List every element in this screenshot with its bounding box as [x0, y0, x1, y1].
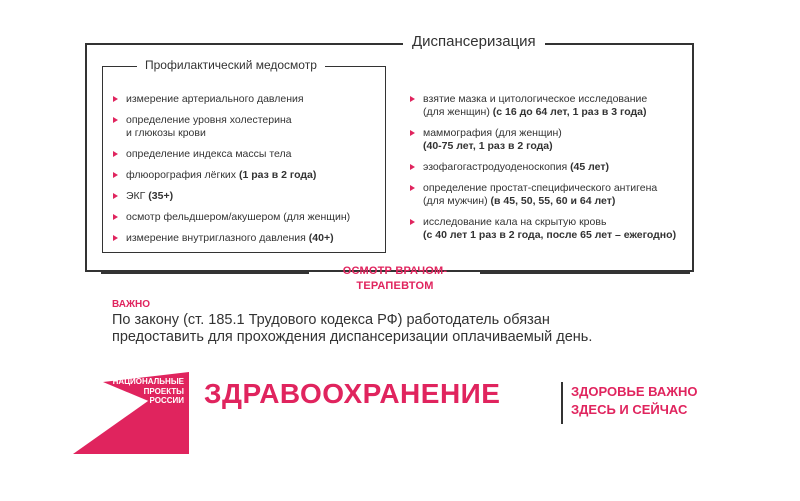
- checkup-item: определение уровня холестерина и глюкозы крови: [113, 114, 383, 140]
- checkup-item: определение индекса массы тела: [113, 148, 383, 161]
- checkup-title: Профилактический медосмотр: [137, 58, 325, 73]
- checkup-item: флюорография лёгких (1 раз в 2 года): [113, 169, 383, 182]
- slogan-divider: [561, 382, 563, 424]
- dispensary-list: [410, 93, 695, 242]
- logo-text: НАЦИОНАЛЬНЫЕ ПРОЕКТЫ РОССИИ: [112, 377, 184, 405]
- important-label: ВАЖНО: [112, 299, 150, 310]
- slogan: ЗДОРОВЬЕ ВАЖНО ЗДЕСЬ И СЕЙЧАС: [571, 384, 698, 417]
- dispensary-item: эзофагогастродуоденоскопия (45 лет): [410, 161, 695, 174]
- dispensary-item: определение простат-специфического антигена (для мужчин) (в 45, 50, 55, 60 и 64 лет): [410, 182, 695, 208]
- checkup-item: измерение артериального давления: [113, 93, 383, 106]
- dispensary-item: исследование кала на скрытую кровь (с 40 лет 1 раз в 2 года, после 65 лет – ежегодно): [410, 216, 695, 242]
- dispensary-title: Диспансеризация: [403, 33, 545, 51]
- checkup-list: [113, 93, 383, 245]
- brand-title: ЗДРАВООХРАНЕНИЕ: [204, 378, 501, 409]
- checkup-item: осмотр фельдшером/акушером (для женщин): [113, 211, 383, 224]
- dispensary-item: маммография (для женщин) (40-75 лет, 1 раз в 2 года): [410, 127, 695, 153]
- therapist-label: ОСМОТР ВРАЧОМ-ТЕРАПЕВТОМ: [342, 265, 448, 292]
- divider-left: [101, 272, 309, 274]
- important-text: По закону (ст. 185.1 Трудового кодекса РФ) работодатель обязан предоставить для прохождения диспансеризации оплачиваемый день.: [112, 312, 593, 345]
- checkup-item: измерение внутриглазного давления (40+): [113, 232, 383, 245]
- divider-right: [480, 272, 690, 274]
- checkup-item: ЭКГ (35+): [113, 190, 383, 203]
- dispensary-item: взятие мазка и цитологическое исследование (для женщин) (с 16 до 64 лет, 1 раз в 3 года): [410, 93, 695, 119]
